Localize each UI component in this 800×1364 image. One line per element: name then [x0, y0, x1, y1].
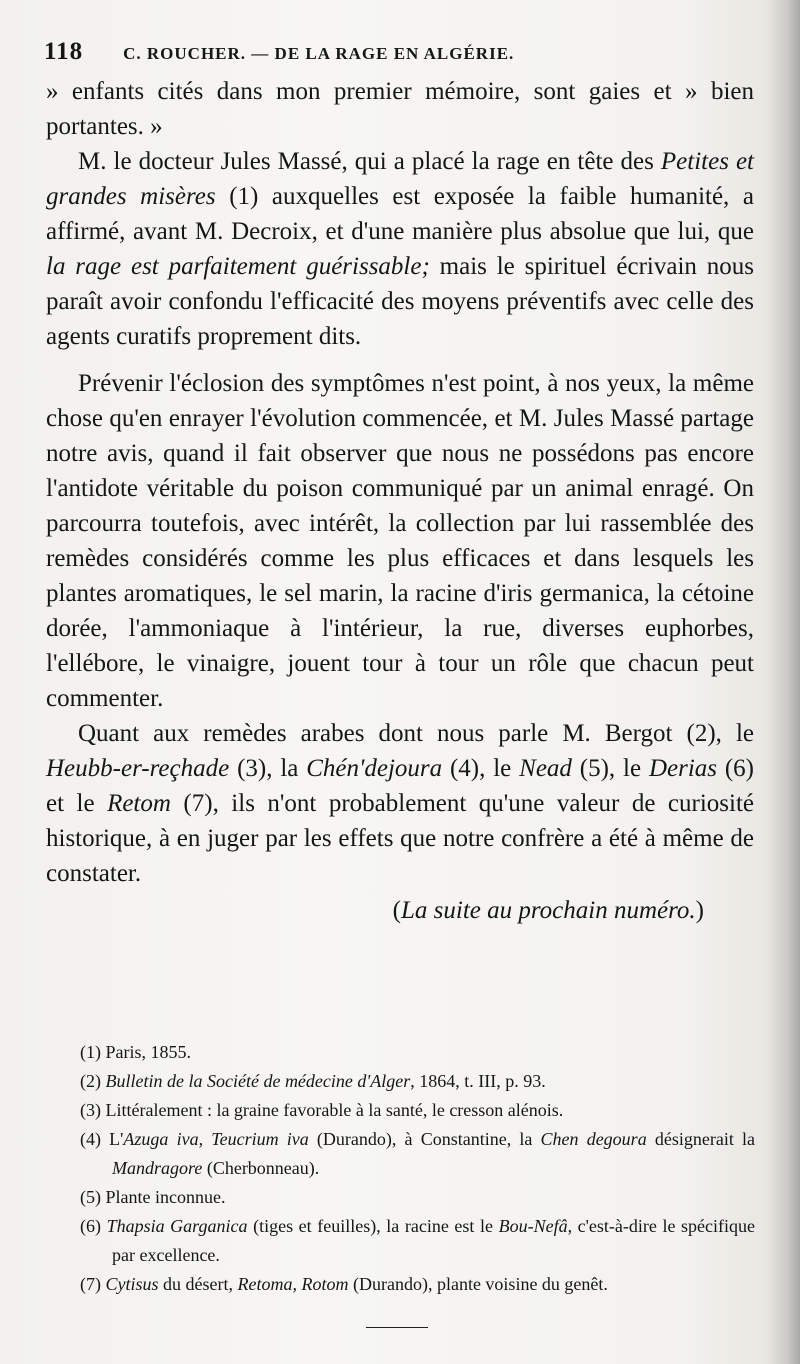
paragraph-3: Prévenir l'éclosion des symptômes n'est point, à nos yeux, la même chose qu'en enrayer l'évolution commencée, et M. Jules Massé partage notre avis, quand il fait observer que nous ne possédons pas encore l'antidote véritable du poison communiqué par un animal enragé. On parcourra toutefois, avec intérêt, la collection par lui rassemblée des remèdes considérés comme les plus efficaces et dans lesquels les plantes aromatiques, le sel marin, la racine d'iris germanica, la cétoine dorée, l'ammoniaque à l'intérieur, la rue, diverses euphorbes, l'ellébore, le vinaigre, jouent tour à tour un rôle que chacun peut commenter. — [46, 370, 754, 712]
running-title: C. ROUCHER. — DE LA RAGE EN ALGÉRIE. — [123, 44, 515, 63]
footnote-5: (5) Plante inconnue. — [80, 1187, 226, 1207]
footnote-7-text-c: du désert, — [158, 1274, 238, 1294]
continuation-text: La suite au prochain numéro. — [401, 897, 696, 924]
paragraph-4-text-k: (7), ils n'ont probablement qu'une valeur de curiosité historique, à en juger par les effets que notre confrère a été à même de constater. — [46, 790, 754, 887]
paragraph-4-text-e: (4), le — [442, 755, 520, 782]
footnote-7 — [80, 1270, 755, 1299]
paren-open: ( — [392, 897, 401, 924]
footnote-1: (1) Paris, 1855. — [80, 1042, 191, 1062]
footnote-6 — [80, 1212, 755, 1270]
footnotes — [80, 1038, 755, 1299]
page-edge-shadow — [766, 0, 800, 1364]
paragraph-2-text-e: mais le spirituel écrivain nous paraît avoir confondu l'efficacité des moyens préventifs avec celle des agents curatifs proprement dits. — [46, 253, 754, 350]
paragraph-2-text-a: M. le docteur Jules Massé, qui a placé la rage en tête des — [78, 148, 661, 175]
footnote-2-rest: , 1864, t. III, p. 93. — [410, 1071, 546, 1091]
footnote-4-text-a: (4) L' — [80, 1129, 124, 1149]
footnote-2 — [80, 1067, 755, 1096]
footnote-7-italic-d: Retoma, Rotom — [237, 1274, 349, 1294]
footnote-7-text-a: (7) — [80, 1274, 106, 1294]
footnote-3: (3) Littéralement : la graine favorable à la santé, le cresson alénois. — [80, 1100, 564, 1120]
paren-close: ) — [695, 897, 704, 924]
paragraph-4-text-c: (3), la — [229, 755, 307, 782]
footnote-6-text-c: (tiges et feuilles), la racine est le — [247, 1216, 499, 1236]
remedy-name-italic: Chén'dejoura — [306, 755, 443, 782]
footnote-2-title: Bulletin de la Société de médecine d'Alger — [105, 1071, 411, 1091]
remedy-name-italic: Heubb-er-reçhade — [46, 755, 230, 782]
page-number: 118 — [44, 38, 84, 65]
footnote-4-text-c: (Durando), à Constantine, la — [308, 1129, 541, 1149]
footnote-6-text-e: , c'est-à-dire le spécifique par excellence. — [112, 1216, 755, 1265]
footnote-4-italic-f: Mandragore — [112, 1158, 203, 1178]
paragraph-4-text-a: Quant aux remèdes arabes dont nous parle M. Bergot (2), le — [78, 720, 754, 747]
footnote-4-italic-d: Chen degoura — [540, 1129, 647, 1149]
paragraph-2-text-c: (1) auxquelles est exposée la faible humanité, a affirmé, avant M. Decroix, et d'une manière plus absolue que lui, que — [46, 183, 754, 245]
paragraph-4-text-g: (5), le — [571, 755, 649, 782]
footnote-6-italic-d: Bou-Nefâ — [498, 1216, 568, 1236]
body-text — [46, 74, 754, 928]
bottom-rule — [366, 1327, 428, 1328]
page-header — [44, 38, 744, 68]
footnote-2-number: (2) — [80, 1071, 106, 1091]
footnote-4-italic-b: Azuga iva, Teucrium iva — [123, 1129, 309, 1149]
paragraph-2 — [46, 144, 754, 354]
remedy-name-italic: Retom — [107, 790, 171, 817]
footnote-7-text-e: (Durando), plante voisine du genêt. — [348, 1274, 608, 1294]
footnote-4-text-e: désignerait la — [646, 1129, 755, 1149]
footnote-6-italic-b: Thapsia Garganica — [106, 1216, 248, 1236]
remedy-name-italic: Derias — [648, 755, 717, 782]
book-title-italic: Petites et grandes misères — [46, 148, 754, 210]
footnote-7-italic-b: Cytisus — [105, 1274, 159, 1294]
paragraph-1: » enfants cités dans mon premier mémoire, sont gaies et » bien portantes. » — [46, 78, 754, 140]
paragraph-4 — [46, 716, 754, 891]
remedy-name-italic: Nead — [519, 755, 572, 782]
footnote-6-text-a: (6) — [80, 1216, 107, 1236]
footnote-4-text-g: (Cherbonneau). — [202, 1158, 320, 1178]
continuation-note — [46, 893, 754, 928]
footnote-4 — [80, 1125, 755, 1183]
paragraph-4-text-i: (6) et le — [46, 755, 755, 817]
quoted-claim-italic: la rage est parfaitement guérissable; — [46, 253, 430, 280]
